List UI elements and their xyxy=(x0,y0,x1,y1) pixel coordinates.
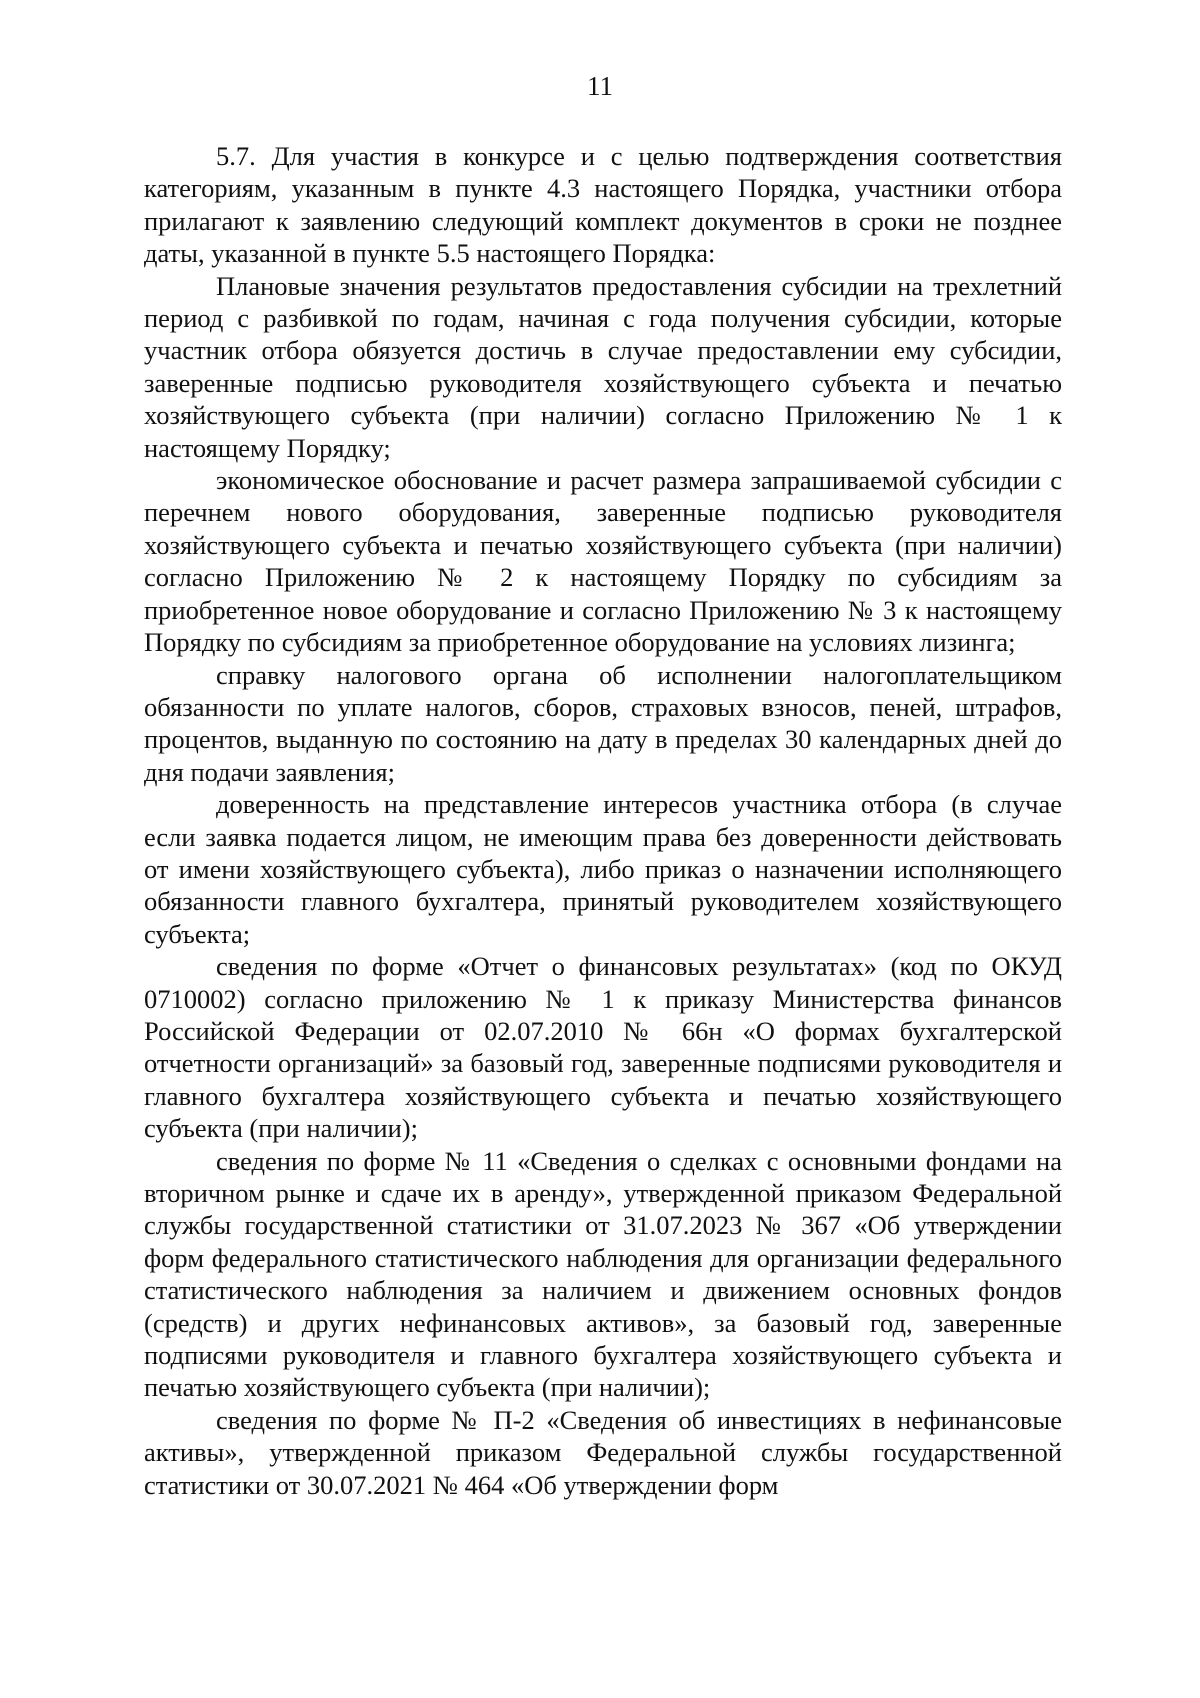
paragraph-form-p2: сведения по форме № П-2 «Сведения об инвестициях в нефинансовые активы», утвержденной приказом Федеральной службы государственной статистики от 30.07.2021 № 464 «Об утверждении форм xyxy=(144,1404,1062,1500)
paragraph-financial-results: сведения по форме «Отчет о финансовых результатах» (код по ОКУД 0710002) согласно приложению № 1 к приказу Министерства финансов Российской Федерации от 02.07.2010 № 66н «О формах бухгалтерской отчетности организаций» за базовый год, заверенные подписями руководителя и главного бухгалтера хозяйствующего субъекта и печатью хозяйствующего субъекта (при наличии); xyxy=(144,951,1062,1144)
paragraph-5-7: 5.7. Для участия в конкурсе и с целью подтверждения соответствия категориям, указанным в пункте 4.3 настоящего Порядка, участники отбора прилагают к заявлению следующий комплект документов в сроки не позднее даты, указанной в пункте 5.5 настоящего Порядка: xyxy=(144,141,1062,269)
paragraph-tax-certificate: справку налогового органа об исполнении налогоплательщиком обязанности по уплате налогов, сборов, страховых взносов, пеней, штрафов, процентов, выданную по состоянию на дату в пределах 30 календарных дней до дня подачи заявления; xyxy=(144,659,1062,787)
paragraph-power-of-attorney: доверенность на представление интересов участника отбора (в случае если заявка подается лицом, не имеющим права без доверенности действовать от имени хозяйствующего субъекта), либо приказ о назначении исполняющего обязанности главного бухгалтера, принятый руководителем хозяйствующего субъекта; xyxy=(144,789,1062,949)
document-body xyxy=(144,140,1062,1501)
page-number: 11 xyxy=(587,71,613,101)
paragraph-planned-results: Плановые значения результатов предоставления субсидии на трехлетний период с разбивкой по годам, начиная с года получения субсидии, которые участник отбора обязуется достичь в случае предоставлении ему субсидии, заверенные подписью руководителя хозяйствующего субъекта и печатью хозяйствующего субъекта (при наличии) согласно Приложению № 1 к настоящему Порядку; xyxy=(144,270,1062,463)
paragraph-economic-justification: экономическое обоснование и расчет размера запрашиваемой субсидии с перечнем нового оборудования, заверенные подписью руководителя хозяйствующего субъекта и печатью хозяйствующего субъекта (при наличии) согласно Приложению № 2 к настоящему Порядку по субсидиям за приобретенное новое оборудование и согласно Приложению № 3 к настоящему Порядку по субсидиям за приобретенное оборудование на условиях лизинга; xyxy=(144,465,1062,658)
paragraph-form-11: сведения по форме № 11 «Сведения о сделках с основными фондами на вторичном рынке и сдаче их в аренду», утвержденной приказом Федеральной службы государственной статистики от 31.07.2023 № 367 «Об утверждении форм федерального статистического наблюдения для организации федерального статистического наблюдения за наличием и движением основных фондов (средств) и других нефинансовых активов», за базовый год, заверенные подписями руководителя и главного бухгалтера хозяйствующего субъекта и печатью хозяйствующего субъекта (при наличии); xyxy=(144,1145,1062,1403)
